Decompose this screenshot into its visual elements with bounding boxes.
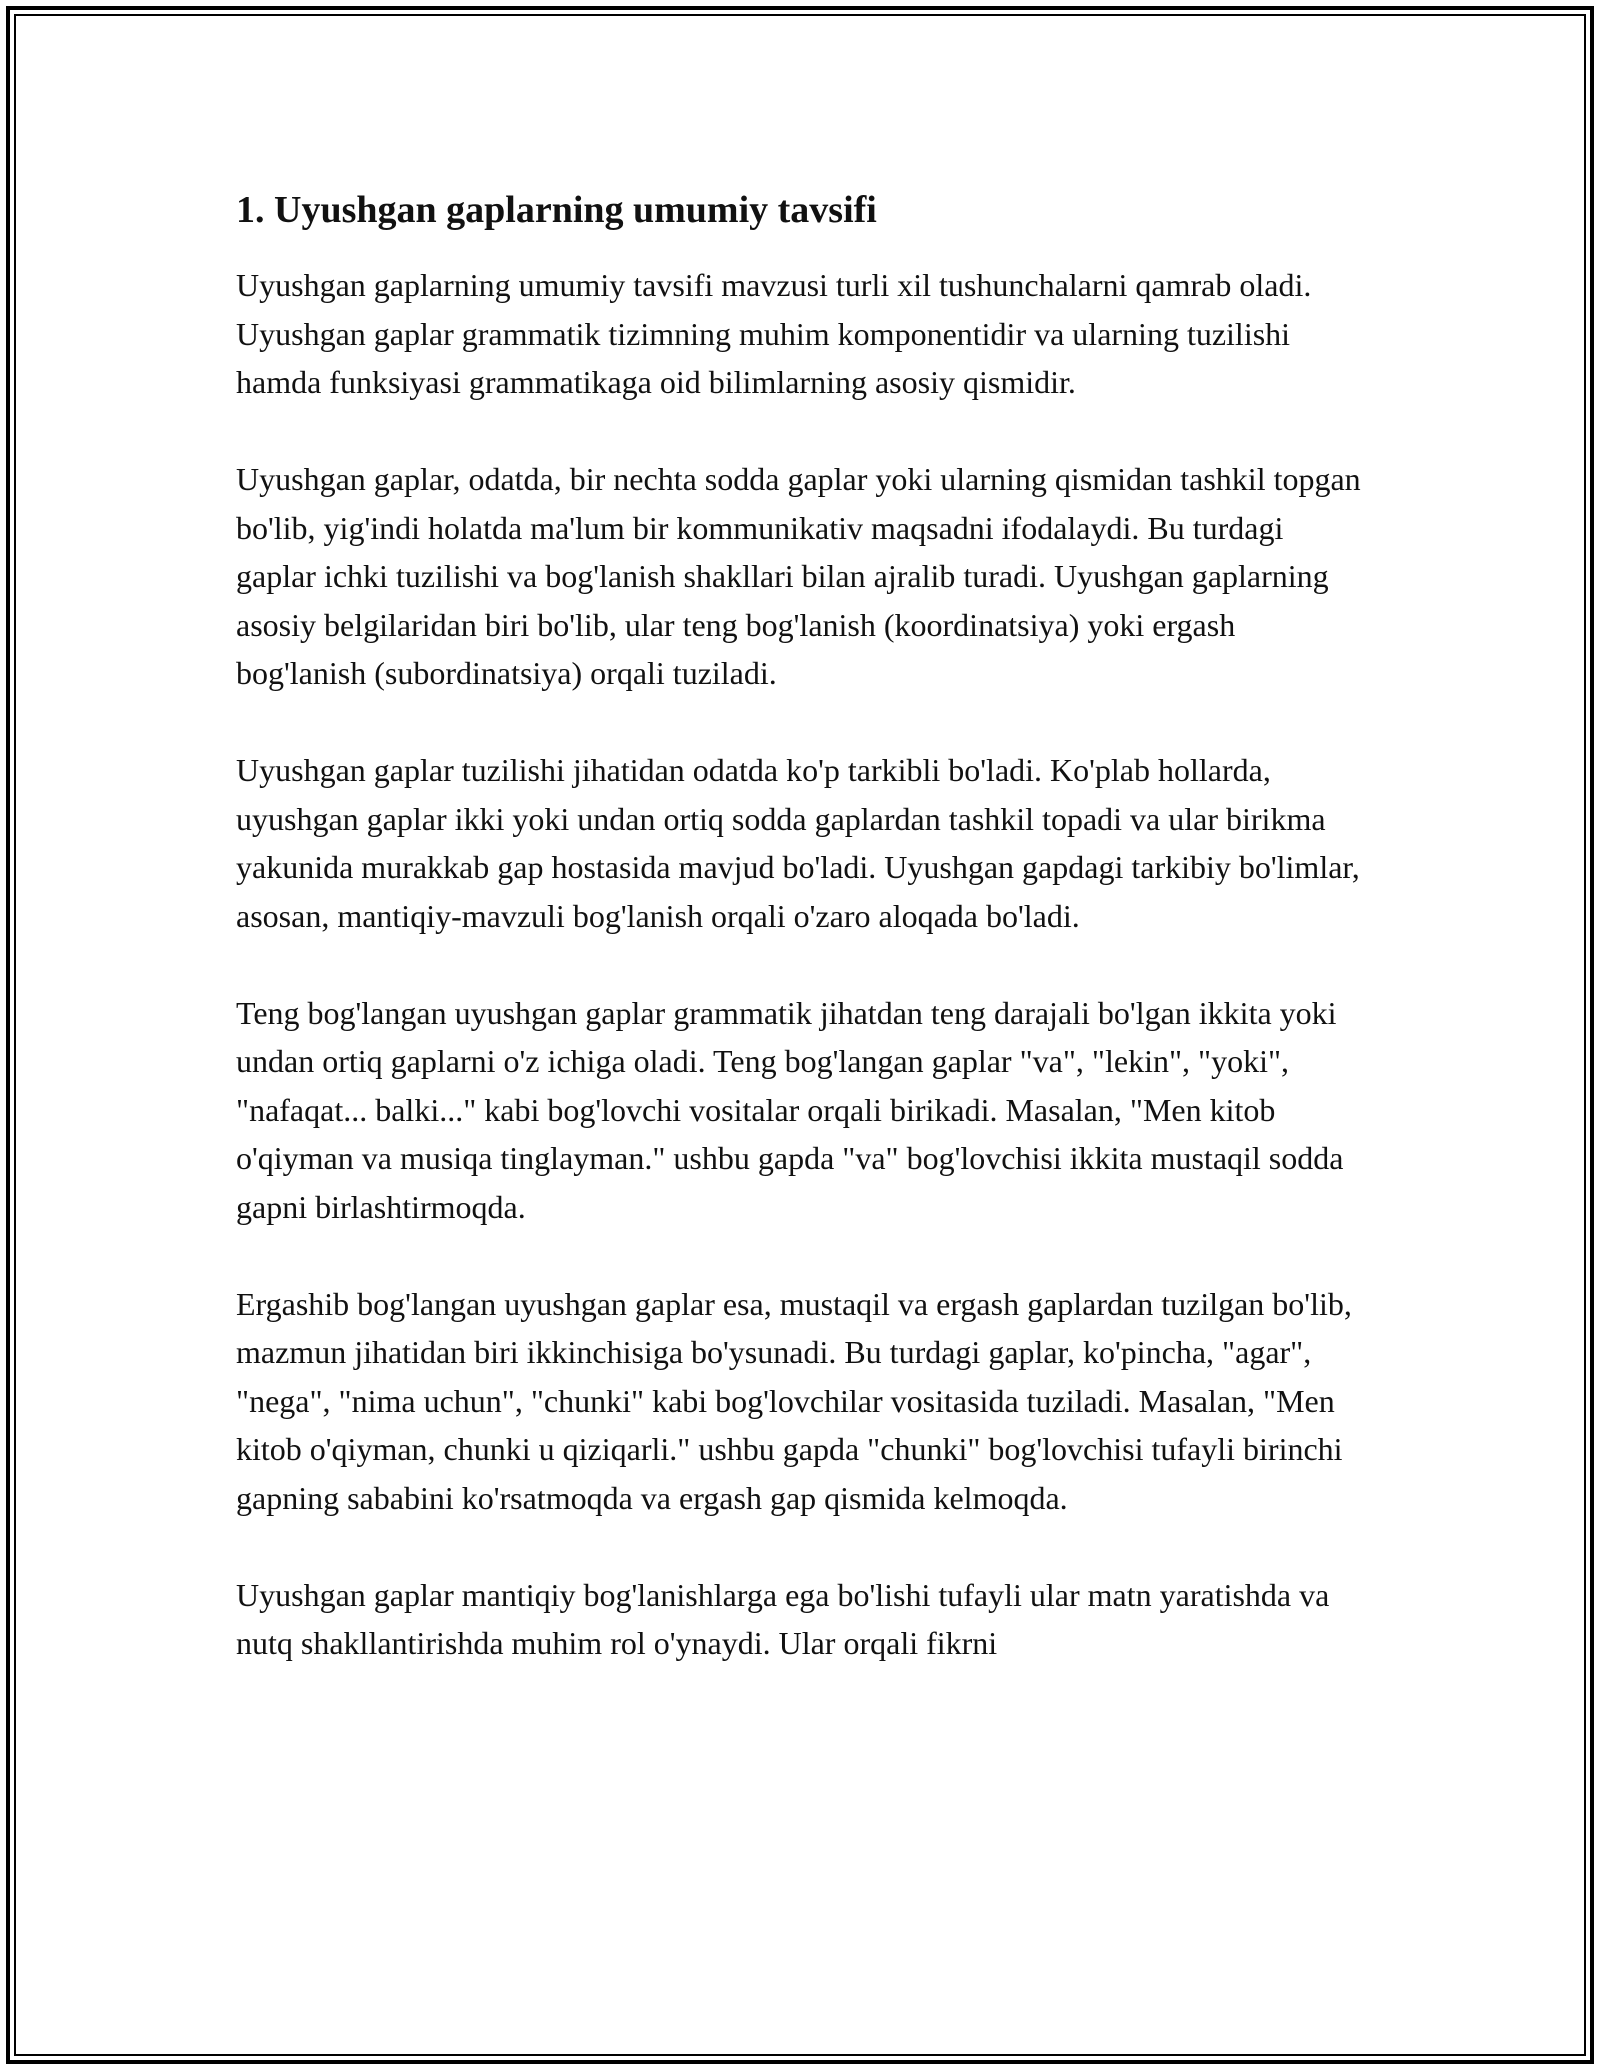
paragraph: Uyushgan gaplar tuzilishi jihatidan odatda ko'p tarkibli bo'ladi. Ko'plab hollarda, uyushgan gaplar ikki yoki undan ortiq sodda gaplardan tashkil topadi va ular birikma yakunida murakkab gap hostasida mavjud bo'ladi. Uyushgan gapdagi tarkibiy bo'limlar, asosan, mantiqiy-mavzuli bog'lanish orqali o'zaro aloqada bo'ladi. [236, 752, 1360, 934]
document-body [236, 186, 1366, 1716]
paragraph: Uyushgan gaplar mantiqiy bog'lanishlarga ega bo'lishi tufayli ular matn yaratishda va nutq shakllantirishda muhim rol o'ynaydi. Ular orqali fikrni [236, 1576, 1330, 1662]
paragraph: Teng bog'langan uyushgan gaplar grammatik jihatdan teng darajali bo'lgan ikkita yoki undan ortiq gaplarni o'z ichiga oladi. Teng bog'langan gaplar "va", "lekin", "yoki", "nafaqat... balki..." kabi bog'lovchi vositalar orqali birikadi. Masalan, "Men kitob o'qiyman va musiqa tinglayman." ushbu gapda "va" bog'lovchisi ikkita mustaqil sodda gapni birlashtirmoqda. [236, 994, 1344, 1225]
paragraph: Ergashib bog'langan uyushgan gaplar esa, mustaqil va ergash gaplardan tuzilgan bo'lib, mazmun jihatidan biri ikkinchisiga bo'ysunadi. Bu turdagi gaplar, ko'pincha, "agar", "nega", "nima uchun", "chunki" kabi bog'lovchilar vositasida tuziladi. Masalan, "Men kitob o'qiyman, chunki u qiziqarli." ushbu gapda "chunki" bog'lovchisi tufayli birinchi gapning sababini ko'rsatmoqda va ergash gap qismida kelmoqda. [236, 1285, 1352, 1516]
paragraph: Uyushgan gaplar, odatda, bir nechta sodda gaplar yoki ularning qismidan tashkil topgan bo'lib, yig'indi holatda ma'lum bir kommunikativ maqsadni ifodalaydi. Bu turdagi gaplar ichki tuzilishi va bog'lanish shakllari bilan ajralib turadi. Uyushgan gaplarning asosiy belgilaridan biri bo'lib, ular teng bog'lanish (koordinatsiya) yoki ergash bog'lanish (subordinatsiya) orqali tuziladi. [236, 461, 1361, 692]
section-heading: 1. Uyushgan gaplarning umumiy tavsifi [236, 189, 877, 231]
paragraph: Uyushgan gaplarning umumiy tavsifi mavzusi turli xil tushunchalarni qamrab oladi. Uyushgan gaplar grammatik tizimning muhim komponentidir va ularning tuzilishi hamda funksiyasi grammatikaga oid bilimlarning asosiy qismidir. [236, 267, 1312, 401]
